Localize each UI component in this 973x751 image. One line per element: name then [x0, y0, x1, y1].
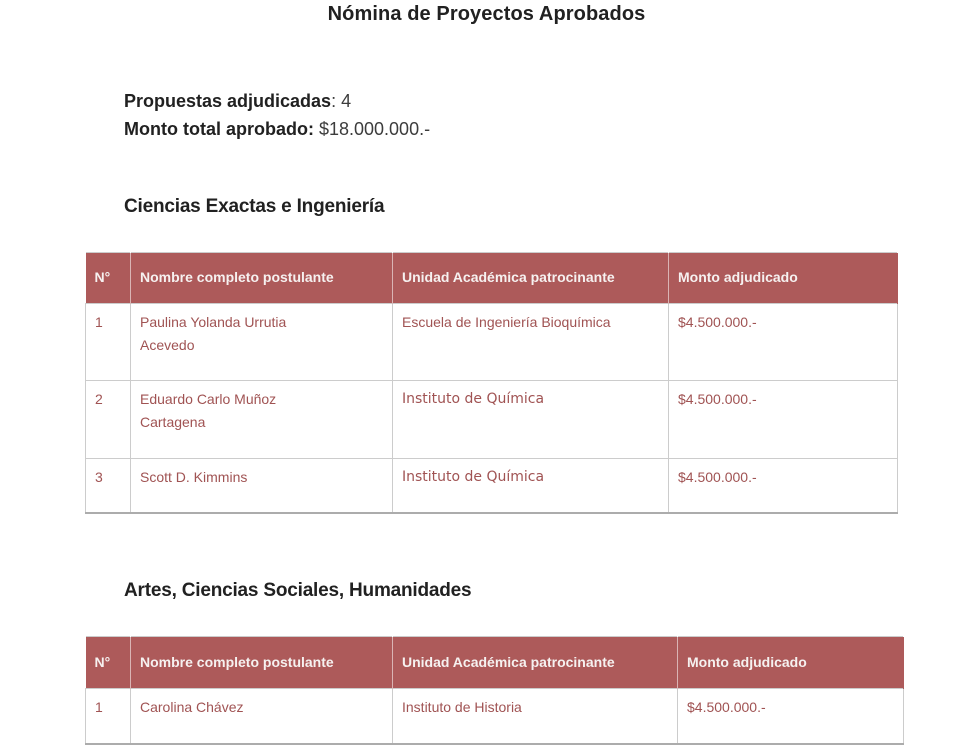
- table-row: [86, 381, 898, 459]
- table-header-row: [86, 253, 898, 304]
- section-heading-ciencias-exactas: Ciencias Exactas e Ingeniería: [124, 196, 385, 217]
- cell-unidad: Escuela de Ingeniería Bioquímica: [393, 304, 669, 381]
- monto-total-value: $18.000.000.-: [318, 119, 431, 139]
- cell-numero: 2: [86, 381, 131, 459]
- table-header: [86, 253, 898, 304]
- cell-nombre: [131, 689, 393, 744]
- postulante-name: Carolina Chávez: [140, 699, 244, 715]
- postulante-name: Paulina Yolanda Urrutia Acevedo: [140, 314, 287, 353]
- table-header: [86, 637, 904, 689]
- table-ciencias-exactas: [85, 252, 898, 514]
- summary-line-adjudicadas: [124, 87, 430, 115]
- cell-unidad: Instituto de Química: [393, 381, 669, 459]
- col-header-nombre: Nombre completo postulante: [131, 253, 393, 304]
- cell-nombre: [131, 459, 393, 513]
- cell-nombre: [131, 304, 393, 381]
- cell-monto: $4.500.000.-: [678, 689, 904, 744]
- col-header-nombre: Nombre completo postulante: [131, 637, 393, 689]
- table-row: [86, 689, 904, 744]
- adjudicadas-label: Propuestas adjudicadas: [124, 91, 332, 111]
- col-header-unidad: Unidad Académica patrocinante: [393, 637, 678, 689]
- cell-monto: $4.500.000.-: [669, 381, 898, 459]
- table-row: [86, 304, 898, 381]
- cell-unidad: Instituto de Química: [393, 459, 669, 513]
- cell-monto: $4.500.000.-: [669, 304, 898, 381]
- cell-monto: $4.500.000.-: [669, 459, 898, 513]
- table-artes-sociales: [85, 636, 904, 745]
- section-heading-artes-sociales: Artes, Ciencias Sociales, Humanidades: [124, 580, 472, 601]
- postulante-name: Eduardo Carlo Muñoz Cartagena: [140, 391, 277, 430]
- col-header-monto: Monto adjudicado: [678, 637, 904, 689]
- col-header-monto: Monto adjudicado: [669, 253, 898, 304]
- table-header-row: [86, 637, 904, 689]
- summary-block: [124, 87, 430, 143]
- col-header-unidad: Unidad Académica patrocinante: [393, 253, 669, 304]
- document-title: Nómina de Proyectos Aprobados: [327, 3, 646, 25]
- cell-unidad: Instituto de Historia: [393, 689, 678, 744]
- table-row: [86, 459, 898, 513]
- adjudicadas-value: 4: [341, 91, 352, 111]
- adjudicadas-sep: :: [331, 91, 342, 111]
- col-header-numero: N°: [86, 637, 131, 689]
- col-header-numero: N°: [86, 253, 131, 304]
- cell-numero: 3: [86, 459, 131, 513]
- cell-numero: 1: [86, 304, 131, 381]
- cell-nombre: [131, 381, 393, 459]
- monto-total-label: Monto total aprobado:: [124, 119, 314, 139]
- cell-numero: 1: [86, 689, 131, 744]
- summary-line-monto: [124, 115, 430, 143]
- postulante-name: Scott D. Kimmins: [140, 469, 248, 485]
